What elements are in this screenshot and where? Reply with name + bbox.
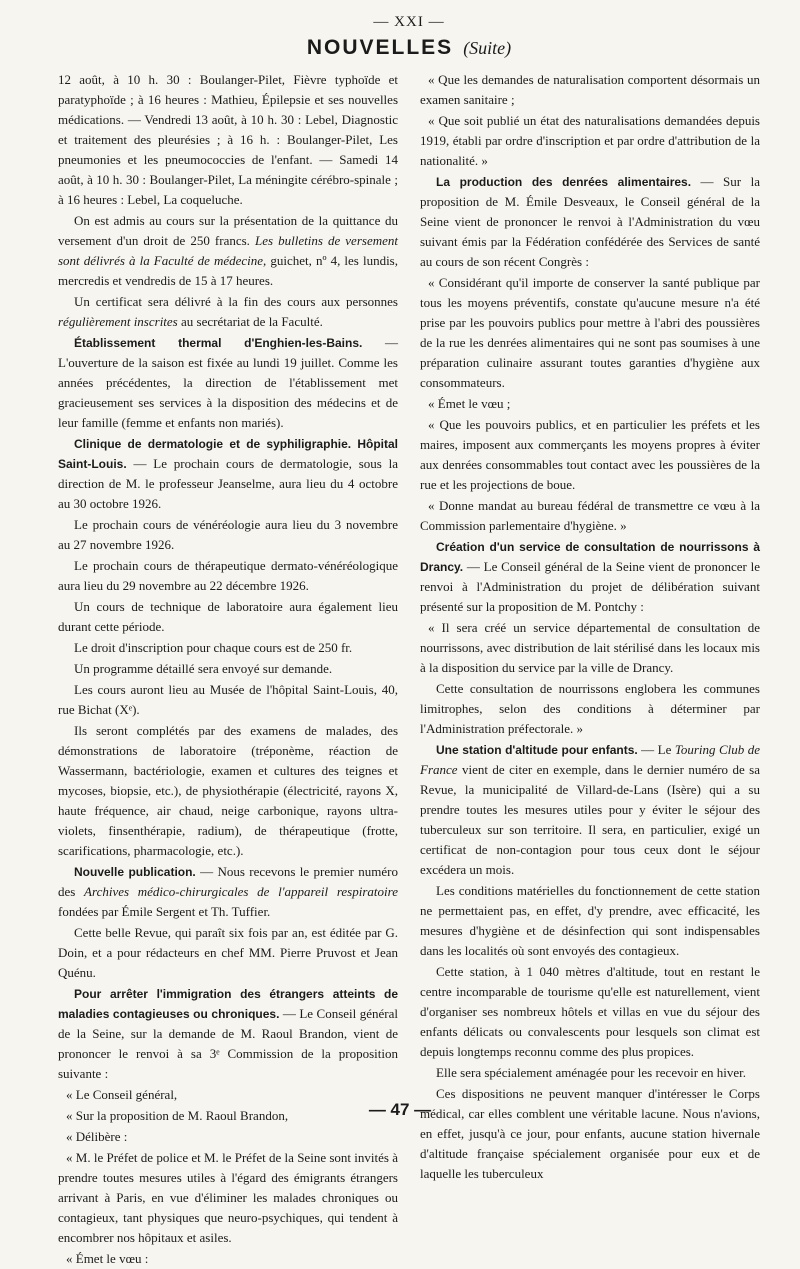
columns bbox=[58, 70, 760, 1269]
quote-line: « Sur la proposition de M. Raoul Brandon, bbox=[66, 1108, 289, 1123]
paragraph: Elle sera spécialement aménagée pour les recevoir en hiver. bbox=[436, 1065, 747, 1080]
paragraph: On est admis au cours sur la présentation de la quittance du versement d'un droit de 250 francs. Les bulletins de versement sont délivrés à la Faculté de médecine, guichet, nº 4, les lundis, mercredis et vendredis de 15 à 17 heures. bbox=[58, 213, 398, 288]
news-item-denrees: La production des denrées alimentaires. — Sur la proposition de M. Émile Desveaux, le Conseil général de la Seine vient de prononcer le renvoi à l'Administration du vœu suivant émis par la Fédération confédérée des Services de santé au cours de son récent Congrès : bbox=[420, 174, 760, 269]
paragraph: Ils seront complétés par des examens de malades, des démonstrations de laboratoire (tréponème, réaction de Wassermann, bactériologie, examen et cultures des teignes et mycoses, biopsie, etc.), de physiothérapie (électricité, rayons X, haute fréquence, air chaud, neige carbonique, rayons ultra-violets, finsenthérapie, radium), de thérapeutique (frotte, scarifications, pharmacologie, etc.). bbox=[58, 723, 398, 858]
item-heading: Nouvelle publication. bbox=[74, 865, 196, 879]
news-item-publication: Nouvelle publication. — Nous recevons le premier numéro des Archives médico-chirurgicales de l'appareil respiratoire fondées par Émile Sergent et Th. Tuffier. bbox=[58, 864, 398, 919]
news-item-enghien: Établissement thermal d'Enghien-les-Bains. — L'ouverture de la saison est fixée au lundi 19 juillet. Comme les années précédentes, la direction de l'établissement met gracieusement ses services à la disposition des médecins et de leur famille (femme et enfants non mariés). bbox=[58, 335, 398, 430]
item-heading: Établissement thermal d'Enghien-les-Bains. bbox=[74, 336, 363, 350]
paragraph: Le prochain cours de thérapeutique dermato-vénéréologique aura lieu du 29 novembre au 22 décembre 1926. bbox=[58, 558, 398, 593]
news-item-saint-louis: Clinique de dermatologie et de syphiligraphie. Hôpital Saint-Louis. — Le prochain cours de dermatologie, sous la direction de M. le professeur Jeanselme, aura lieu du 4 octobre au 30 octobre 1926. bbox=[58, 437, 398, 511]
item-heading: Création d'un service de consultation de nourrissons à Drancy. bbox=[420, 540, 760, 574]
news-item-drancy: Création d'un service de consultation de nourrissons à Drancy. — Le Conseil général de la Seine vient de prononcer le renvoi à l'Administration du projet de délibération suivant présenté sur la proposition de M. Pontchy : bbox=[420, 540, 760, 614]
paragraph: 12 août, à 10 h. 30 : Boulanger-Pilet, Fièvre typhoïde et paratyphoïde ; à 16 heures : Mathieu, Épilepsie et ses nouvelles médications. — Vendredi 13 août, à 10 h. 30 : Lebel, Diagnostic et traitement des pleurésies ; à 16 h. : Boulanger-Pilet, Les pneumonies et les pneumococcies de l'enfant. — Samedi 14 août, à 10 h. 30 : Boulanger-Pilet, La méningite cérébro-spinale ; à 16 heures : Lebel, La coqueluche. bbox=[58, 72, 398, 207]
quote-line: « Que soit publié un état des naturalisations demandées depuis 1919, établi par ordre d'inscription et par ordre d'attribution de la nationalité. » bbox=[420, 113, 760, 168]
header-title: NOUVELLES bbox=[306, 36, 454, 59]
quote-line: « Que les demandes de naturalisation comportent désormais un examen sanitaire ; bbox=[420, 72, 760, 107]
item-heading: Pour arrêter l'immigration des étrangers atteints de maladies contagieuses ou chroniques. bbox=[58, 987, 398, 1021]
quote-line: « Considérant qu'il importe de conserver la santé publique par tous les moyens préventifs, constate qu'aucune mesure n'a été prise par les pouvoirs publics pour mettre à l'abri des poussières de la rue les denrées alimentaires qui ne sont pas soumises à une préparation culinaire assurant toutes garanties d'hygiène aux consommateurs. bbox=[420, 275, 760, 390]
right-column bbox=[420, 70, 760, 1269]
quote-line: « Délibère : bbox=[66, 1129, 128, 1144]
paragraph: Un cours de technique de laboratoire aura également lieu durant cette période. bbox=[58, 599, 398, 634]
header-suffix: (Suite) bbox=[463, 38, 512, 58]
quote-line: « Émet le vœu : bbox=[66, 1251, 149, 1266]
item-heading: Clinique de dermatologie et de syphiligraphie. Hôpital Saint-Louis. bbox=[58, 437, 398, 471]
quote-line: « Le Conseil général, bbox=[66, 1087, 178, 1102]
paragraph: Cette station, à 1 040 mètres d'altitude, tout en restant le centre incomparable de tourisme qu'elle est naturellement, vient d'organiser ses nombreux hôtels et villas en vue du séjour des enfants délicats ou convalescents pour lesquels son climat est depuis longtemps reconnu comme des plus propices. bbox=[420, 964, 760, 1059]
paragraph: Ces dispositions ne peuvent manquer d'intéresser le Corps médical, car elles comblent une véritable lacune. Nous n'avions, en effet, jusqu'à ce jour, pour enfants, aucune station hivernale d'altitude française spécialement organisée pour eux et de laquelle les tuberculeux bbox=[420, 1086, 760, 1181]
item-heading: Une station d'altitude pour enfants. bbox=[436, 743, 638, 757]
paragraph: Un programme détaillé sera envoyé sur demande. bbox=[74, 661, 333, 676]
paragraph: Les cours auront lieu au Musée de l'hôpital Saint-Louis, 40, rue Bichat (Xᵉ). bbox=[58, 682, 398, 717]
quote-line: « Que les pouvoirs publics, et en particulier les préfets et les maires, imposent aux commerçants les moyens propres à éviter aux denrées consommables tout contact avec les poussières de la rue et les projections de boue. bbox=[420, 417, 760, 492]
section-header bbox=[58, 36, 760, 60]
quote-line: « Donne mandat au bureau fédéral de transmettre ce vœu à la Commission parlementaire d'hygiène. » bbox=[420, 498, 760, 533]
paragraph: Cette consultation de nourrissons englobera les communes limitrophes, selon des conditions à déterminer par l'Administration préfectorale. » bbox=[420, 681, 760, 736]
left-column bbox=[58, 70, 398, 1269]
paragraph: Les conditions matérielles du fonctionnement de cette station ne permettaient pas, en effet, d'y prendre, avec efficacité, les mesures d'hygiène et de désinfection qui sont indispensables dans les localités où sont envoyés des contagieux. bbox=[420, 883, 760, 958]
quote-line: « M. le Préfet de police et M. le Préfet de la Seine sont invités à prendre toutes mesures utiles à l'égard des émigrants étrangers arrivant à Paris, en vue d'éliminer les malades chroniques ou contagieux, tant physiques que neuro-psychiques, qui tendent à encombrer nos hôpitaux et asiles. bbox=[58, 1150, 398, 1245]
paragraph: Un certificat sera délivré à la fin des cours aux personnes régulièrement inscrites au secrétariat de la Faculté. bbox=[58, 294, 398, 329]
quote-line: « Il sera créé un service départemental de consultation de nourrissons, avec distribution de lait stérilisé dans les locaux mis à la disposition du service par la ville de Drancy. bbox=[420, 620, 760, 675]
paragraph: Le prochain cours de vénéréologie aura lieu du 3 novembre au 27 novembre 1926. bbox=[58, 517, 398, 552]
item-heading: La production des denrées alimentaires. bbox=[436, 175, 692, 189]
page-number: — 47 — bbox=[368, 1100, 432, 1119]
roman-page-number: — XXI — bbox=[373, 14, 445, 30]
paragraph: Le droit d'inscription pour chaque cours est de 250 fr. bbox=[74, 640, 353, 655]
news-item-immigration: Pour arrêter l'immigration des étrangers atteints de maladies contagieuses ou chroniques. — Le Conseil général de la Seine, sur la demande de M. Raoul Brandon, vient de prononcer le renvoi à sa 3ᵉ Commission de la proposition suivante : bbox=[58, 987, 398, 1081]
quote-line: « Émet le vœu ; bbox=[428, 396, 511, 411]
paragraph: Cette belle Revue, qui paraît six fois par an, est éditée par G. Doin, et a pour rédacteurs en chef MM. Pierre Pruvost et Jean Quénu. bbox=[58, 925, 398, 980]
news-item-station: Une station d'altitude pour enfants. — Le Touring Club de France vient de citer en exemple, dans le dernier numéro de sa Revue, la municipalité de Villard-de-Lans (Isère) qui a su prendre toutes les mesures utiles pour y éviter le séjour des tuberculeux sur son territoire. Il sera, en particulier, exigé un certificat de non-contagion pour tous ceux dont le séjour excédera un mois. bbox=[420, 742, 761, 877]
